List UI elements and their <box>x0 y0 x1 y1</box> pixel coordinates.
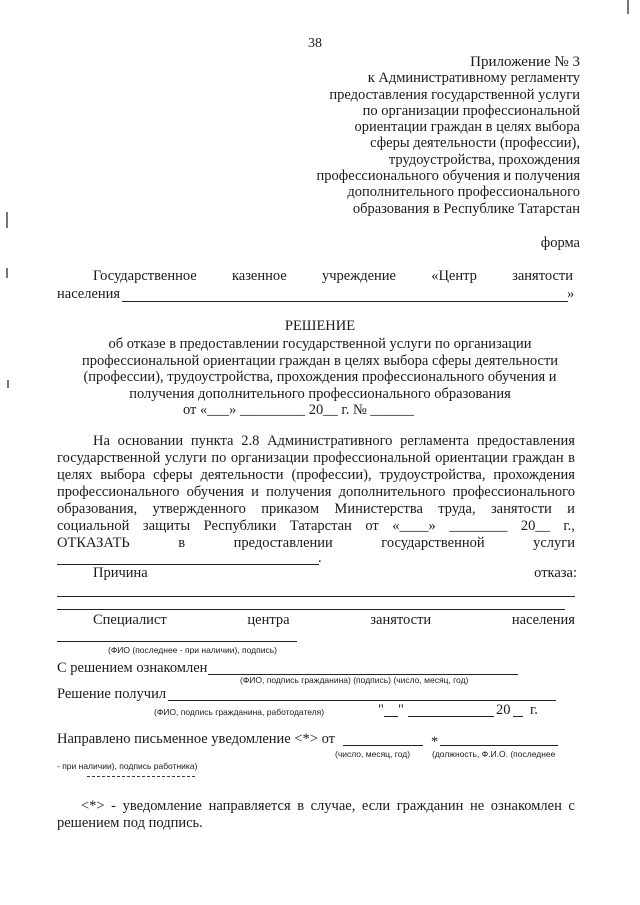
specialist-word: населения <box>511 612 575 628</box>
body-word: сферы <box>153 467 193 483</box>
specialist-caption: (ФИО (последнее - при наличии), подпись) <box>108 645 277 655</box>
body-word: целях <box>57 467 93 483</box>
body-word: утвержденного <box>152 501 246 517</box>
reason-field-1[interactable] <box>57 596 575 597</box>
notice-caption-official: (должность, Ф.И.О. (последнее <box>432 749 556 759</box>
footnote-word: с <box>568 798 575 814</box>
received-caption: (ФИО, подпись гражданина, работодателя) <box>154 707 325 717</box>
body-line-1 <box>93 433 575 450</box>
reason-label-left: Причина <box>93 565 148 581</box>
notice-star: * <box>431 734 439 750</box>
body-word: 20__ <box>520 518 550 534</box>
appendix-line: предоставления государственной услуги <box>329 86 580 103</box>
body-word: государственной <box>57 450 161 466</box>
org-word: занятости <box>512 268 573 284</box>
appendix-line: профессионального обучения и получения <box>316 168 580 185</box>
scan-edge-mark <box>6 212 8 228</box>
body-word: профессиональной <box>313 450 431 466</box>
reason-field-2[interactable] <box>57 609 565 610</box>
specialist-line <box>93 612 575 629</box>
body-word: и <box>567 501 575 517</box>
specialist-word: центра <box>247 612 290 628</box>
org-name-field[interactable] <box>122 301 568 302</box>
body-word: от <box>365 518 379 534</box>
received-month-field[interactable] <box>408 716 494 717</box>
acquainted-caption: (ФИО, подпись гражданина) (подпись) (число, месяц, год) <box>240 675 469 685</box>
reason-label-right: отказа: <box>534 565 577 581</box>
body-word: прохождения <box>493 467 575 483</box>
body-word: услуги <box>164 450 207 466</box>
body-word: (профессии), <box>291 467 372 483</box>
body-word: пункта <box>190 433 234 449</box>
appendix-line: к Административному регламенту <box>367 70 580 87</box>
body-word: ________ <box>449 518 508 534</box>
body-word: г., <box>563 518 575 534</box>
body-word: в <box>568 450 575 466</box>
appendix-line: образования в Республике Татарстан <box>352 200 580 217</box>
received-field[interactable] <box>168 700 556 701</box>
footnote-word: ознакомлен <box>490 798 562 814</box>
received-year-field[interactable] <box>513 716 523 717</box>
notice-date-field[interactable] <box>343 745 423 746</box>
received-year: 20 <box>496 702 511 718</box>
body-word: деятельности <box>200 467 284 483</box>
org-word: Государственное <box>93 268 197 284</box>
appendix-line: сферы деятельности (профессии), <box>370 135 580 152</box>
body-word: выбора <box>100 467 146 483</box>
notice-label: Направлено письменное уведомление <*> от <box>57 731 335 747</box>
body-word: профессионального <box>57 484 180 500</box>
body-word: Республики <box>203 518 277 534</box>
body-word: приказом <box>261 501 320 517</box>
form-label: форма <box>540 235 580 251</box>
subtitle-line: получения дополнительного профессионального образования <box>129 385 511 402</box>
body-word: по <box>211 450 227 466</box>
footnote-word: уведомление <box>122 798 202 814</box>
received-quote-close: " <box>398 702 404 718</box>
footnote-word: если <box>361 798 391 814</box>
body-word: «____» <box>392 518 436 534</box>
body-line-2 <box>57 450 575 467</box>
footnote-word: направляется <box>208 798 291 814</box>
notice-dashed-line <box>87 776 195 777</box>
body-word: дополнительного <box>338 484 446 500</box>
body-word: социальной <box>57 518 130 534</box>
notice-caption-date: (число, месяц, год) <box>335 749 411 759</box>
footnote-word: гражданин <box>396 798 464 814</box>
appendix-line: ориентации граждан в целях выбора <box>354 119 580 136</box>
body-word: Административного <box>267 433 393 449</box>
body-word: предоставлении <box>233 535 333 551</box>
footnote-line-1 <box>81 798 575 815</box>
appendix-line: трудоустройства, прохождения <box>388 151 580 168</box>
acquainted-label: С решением ознакомлен <box>57 660 208 676</box>
body-word: образования, <box>57 501 138 517</box>
org-line-1 <box>93 268 573 285</box>
decision-subtitle <box>0 336 640 402</box>
subtitle-line: (профессии), трудоустройства, прохождения профессионального обучения и <box>83 369 557 386</box>
body-word: получения <box>266 484 332 500</box>
org-word: казенное <box>231 268 287 284</box>
scan-edge-mark <box>627 0 629 14</box>
body-word: регламента <box>400 433 470 449</box>
footnote-word: не <box>470 798 485 814</box>
appendix-line: дополнительного профессионального <box>347 184 580 201</box>
body-word: защиты <box>142 518 191 534</box>
body-word: ориентации <box>435 450 508 466</box>
body-word: трудоустройства, <box>379 467 486 483</box>
received-quote-open: " <box>378 702 384 718</box>
specialist-word: занятости <box>370 612 432 628</box>
org-word: «Центр <box>431 268 477 284</box>
body-word: труда, <box>438 501 476 517</box>
received-year-suffix: г. <box>530 702 538 718</box>
appendix-line: по организации профессиональной <box>362 102 580 119</box>
specialist-word: Специалист <box>93 612 167 628</box>
body-word: На <box>93 433 110 449</box>
body-line-8-end: . <box>318 550 322 566</box>
body-word: основании <box>117 433 184 449</box>
received-day-field[interactable] <box>384 716 398 717</box>
body-word: ОТКАЗАТЬ <box>57 535 130 551</box>
page-number: 38 <box>308 36 322 51</box>
body-word: занятости <box>490 501 552 517</box>
body-word: предоставления <box>476 433 575 449</box>
body-word: Министерства <box>334 501 423 517</box>
appendix-line: Приложение № 3 <box>470 54 580 70</box>
subtitle-line: профессиональной ориентации граждан в целях выбора сферы деятельности <box>81 352 559 369</box>
footnote-word: случае, <box>310 798 356 814</box>
footnote-word: <*> <box>81 798 105 814</box>
body-word: профессионального <box>452 484 575 500</box>
body-word: услуги <box>533 535 575 551</box>
received-label: Решение получил <box>57 686 167 702</box>
footnote-word: - <box>111 798 117 814</box>
org-line-2-label: населения <box>57 286 121 302</box>
body-line-5 <box>57 501 575 518</box>
body-word: организации <box>230 450 309 466</box>
scan-edge-mark <box>6 268 8 278</box>
body-word: граждан <box>512 450 564 466</box>
specialist-signature-field[interactable] <box>57 641 297 642</box>
footnote-word: в <box>297 798 305 814</box>
notice-official-field[interactable] <box>440 745 558 746</box>
body-line-6 <box>57 518 575 535</box>
body-word: в <box>178 535 186 551</box>
body-line-4 <box>57 484 575 501</box>
body-word: государственной <box>381 535 485 551</box>
notice-caption-cont: - при наличии), подпись работника) <box>57 761 198 771</box>
appendix-header <box>317 54 580 217</box>
footnote-line-2: решением под подпись. <box>57 815 203 831</box>
subtitle-line: об отказе в предоставлении государственной услуги по организации <box>108 336 532 352</box>
body-line-3 <box>57 467 575 484</box>
body-line-7 <box>57 535 575 552</box>
decision-date-number: от «___» _________ 20__ г. № ______ <box>183 402 414 418</box>
body-word: и <box>251 484 259 500</box>
body-word: обучения <box>186 484 244 500</box>
decision-title: РЕШЕНИЕ <box>284 318 356 334</box>
org-word: учреждение <box>321 268 396 284</box>
org-line-2-end: » <box>567 286 575 302</box>
body-word: 2.8 <box>241 433 260 449</box>
body-word: Татарстан <box>289 518 352 534</box>
